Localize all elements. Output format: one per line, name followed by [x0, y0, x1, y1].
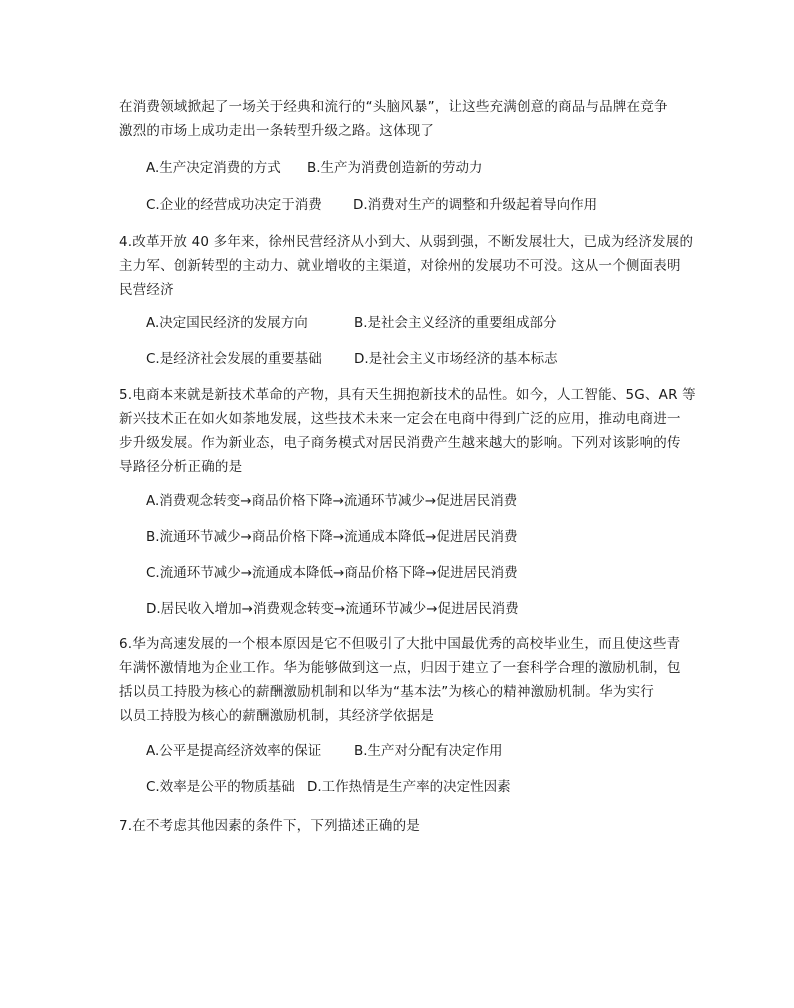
question-6-line-1: 6.华为高速发展的一个根本原因是它不但吸引了大批中国最优秀的高校毕业生，而且使这些青 — [119, 636, 681, 652]
question-3-option-b: B.生产为消费创造新的劳动力 — [307, 160, 483, 176]
question-6-line-3: 括以员工持股为核心的薪酬激励机制和以华为“基本法”为核心的精神激励机制。华为实行 — [119, 684, 654, 700]
question-6-option-a: A.公平是提高经济效率的保证 — [146, 743, 322, 759]
question-4-option-a: A.决定国民经济的发展方向 — [146, 315, 308, 331]
question-4-line-2: 主力军、创新转型的主动力、就业增收的主渠道，对徐州的发展功不可没。这从一个侧面表明 — [119, 258, 681, 274]
question-4-option-d: D.是社会主义市场经济的基本标志 — [354, 351, 558, 367]
question-6-stem — [119, 632, 679, 728]
question-4-option-b: B.是社会主义经济的重要组成部分 — [354, 315, 557, 331]
question-3-line-1: 在消费领域掀起了一场关于经典和流行的“头脑风暴”，让这些充满创意的商品与品牌在竞争 — [119, 99, 668, 115]
question-6-options-row-1 — [146, 741, 503, 761]
question-7-stem — [119, 814, 679, 838]
question-7-line-1: 7.在不考虑其他因素的条件下，下列描述正确的是 — [119, 818, 420, 834]
question-3-stem — [119, 95, 679, 143]
question-5-option-b: B.流通环节减少→商品价格下降→流通成本降低→促进居民消费 — [146, 529, 518, 545]
question-4-line-1: 4.改革开放 40 多年来，徐州民营经济从小到大、从弱到强，不断发展壮大，已成为经济发展的 — [119, 234, 694, 250]
question-5-line-1: 5.电商本来就是新技术革命的产物，具有天生拥抱新技术的品性。如今，人工智能、5G、AR 等 — [119, 387, 696, 403]
question-4-options-row-2 — [146, 349, 558, 369]
question-6-option-c: C.效率是公平的物质基础 — [146, 779, 295, 795]
question-6-options-row-2 — [146, 777, 511, 797]
question-5-line-4: 导路径分析正确的是 — [119, 459, 243, 475]
question-4-option-c: C.是经济社会发展的重要基础 — [146, 351, 322, 367]
question-3-options-row-2 — [146, 195, 597, 215]
question-5-stem — [119, 383, 696, 479]
question-3-option-c: C.企业的经营成功决定于消费 — [146, 197, 322, 213]
question-3-options-row-1 — [146, 158, 483, 178]
question-5-line-3: 步升级发展。作为新业态，电子商务模式对居民消费产生越来越大的影响。下列对该影响的传 — [119, 435, 681, 451]
question-4-options-row-1 — [146, 313, 557, 333]
question-5-option-d: D.居民收入增加→消费观念转变→流通环节减少→促进居民消费 — [146, 601, 519, 617]
question-3-line-2: 激烈的市场上成功走出一条转型升级之路。这体现了 — [119, 123, 435, 139]
question-5-option-a: A.消费观念转变→商品价格下降→流通环节减少→促进居民消费 — [146, 493, 518, 509]
question-4-line-3: 民营经济 — [119, 282, 174, 298]
question-5-line-2: 新兴技术正在如火如荼地发展，这些技术未来一定会在电商中得到广泛的应用，推动电商进一 — [119, 411, 681, 427]
question-6-line-4: 以员工持股为核心的薪酬激励机制，其经济学依据是 — [119, 708, 435, 724]
question-6-option-d: D.工作热情是生产率的决定性因素 — [307, 779, 511, 795]
question-5-option-c: C.流通环节减少→流通成本降低→商品价格下降→促进居民消费 — [146, 565, 518, 581]
question-3-option-d: D.消费对生产的调整和升级起着导向作用 — [353, 197, 598, 213]
question-3-option-a: A.生产决定消费的方式 — [146, 160, 281, 176]
question-6-option-b: B.生产对分配有决定作用 — [354, 743, 503, 759]
question-4-stem — [119, 230, 694, 302]
question-6-line-2: 年满怀激情地为企业工作。华为能够做到这一点，归因于建立了一套科学合理的激励机制，包 — [119, 660, 681, 676]
